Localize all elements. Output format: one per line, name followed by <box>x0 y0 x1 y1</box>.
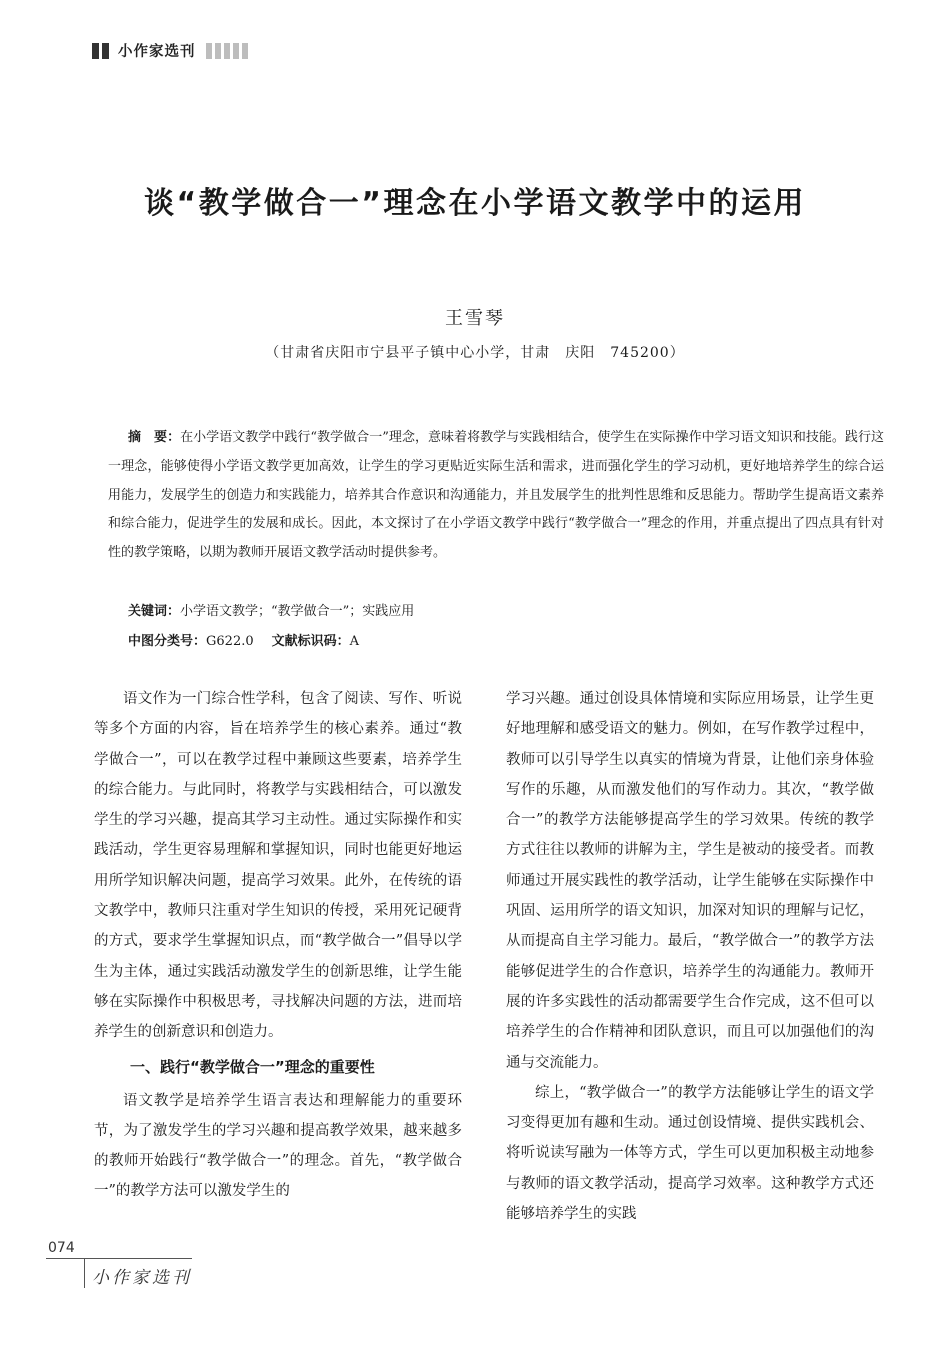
body-paragraph: 综上，“教学做合一”的教学方法能够让学生的语文学习变得更加有趣和生动。通过创设情境、提供实践机会、将听说读写融为一体等方式，学生可以更加积极主动地参与教师的语文教学活动，提高学习效率。这种教学方式还能够培养学生的实践 <box>506 1084 874 1223</box>
journal-logo: 小作家选刊 <box>92 1268 192 1288</box>
journal-name: 小作家选刊 <box>118 44 196 60</box>
header-bar-light-icon <box>206 43 212 59</box>
body-paragraph: 学习兴趣。通过创设具体情境和实际应用场景，让学生更好地理解和感受语文的魅力。例如，在写作教学过程中，教师可以引导学生以真实的情境为背景，让他们亲身体验写作的乐趣，从而激发他们的写作动力。其次，“教学做合一”的教学方法能够提高学生的学习效果。传统的教学方式往往以教师的讲解为主，学生是被动的接受者。而教师通过开展实践性的教学活动，让学生能够在实际操作中巩固、运用所学的语文知识，加深对知识的理解与记忆，从而提高自主学习能力。最后，“教学做合一”的教学方法能够促进学生的合作意识，培养学生的沟通能力。教师开展的许多实践性的活动都需要学生合作完成，这不但可以培养学生的合作精神和团队意识，而且可以加强他们的沟通与交流能力。 <box>506 691 874 1071</box>
section-heading: 一、践行“教学做合一”理念的重要性 <box>130 1057 375 1076</box>
left-column <box>94 684 462 1207</box>
header-bar-light-icon <box>233 43 239 59</box>
right-column <box>506 684 874 1229</box>
header-bar-light-icon <box>224 43 230 59</box>
running-header <box>92 40 251 61</box>
abstract-text: 在小学语文教学中践行“教学做合一”理念，意味着将教学与实践相结合，使学生在实际操作中学习语文知识和技能。践行这一理念，能够使得小学语文教学更加高效，让学生的学习更贴近实际生活和需求，进而强化学生的学习动机，更好地培养学生的综合运用能力，发展学生的创造力和实践能力，培养其合作意识和沟通能力，并且发展学生的批判性思维和反思能力。帮助学生提高语文素养和综合能力，促进学生的发展和成长。因此，本文探讨了在小学语文教学中践行“教学做合一”理念的作用，并重点提出了四点具有针对性的教学策略，以期为教师开展语文教学活动时提供参考。 <box>108 430 884 561</box>
header-bar-light-icon <box>242 43 248 59</box>
header-bar-light-icon <box>215 43 221 59</box>
page-number: 074 <box>48 1240 75 1256</box>
footer-rule <box>46 1258 192 1259</box>
author-affiliation: （甘肃省庆阳市宁县平子镇中心小学，甘肃 庆阳 745200） <box>265 345 685 361</box>
clc-value: G622.0 <box>206 634 254 649</box>
clc-label: 中图分类号： <box>128 634 207 649</box>
header-bar-dark-icon <box>92 43 99 59</box>
author-name: 王雪琴 <box>445 308 505 329</box>
body-paragraph: 语文教学是培养学生语言表达和理解能力的重要环节，为了激发学生的学习兴趣和提高教学效果，越来越多的教师开始践行“教学做合一”的理念。首先，“教学做合一”的教学方法可以激发学生的 <box>94 1092 462 1200</box>
classification-line <box>128 630 359 649</box>
footer-vertical-rule <box>84 1258 85 1288</box>
abstract-label: 摘 要： <box>128 430 181 445</box>
article-title: 谈“教学做合一”理念在小学语文教学中的运用 <box>144 186 806 221</box>
doc-code-value: A <box>349 634 360 649</box>
keywords <box>128 600 414 619</box>
doc-code-label: 文献标识码： <box>271 634 350 649</box>
keywords-label: 关键词： <box>128 604 181 619</box>
body-paragraph: 语文作为一门综合性学科，包含了阅读、写作、听说等多个方面的内容，旨在培养学生的核心素养。通过“教学做合一”，可以在教学过程中兼顾这些要素，培养学生的综合能力。与此同时，将教学与实践相结合，可以激发学生的学习兴趣，提高其学习主动性。通过实际操作和实践活动，学生更容易理解和掌握知识，同时也能更好地运用所学知识解决问题，提高学习效果。此外，在传统的语文教学中，教师只注重对学生知识的传授，采用死记硬背的方式，要求学生掌握知识点，而“教学做合一”倡导以学生为主体，通过实践活动激发学生的创新思维，让学生能够在实际操作中积极思考，寻找解决问题的方法，进而培养学生的创新意识和创造力。 <box>94 691 462 1041</box>
abstract <box>108 424 884 568</box>
keywords-text: 小学语文教学；“教学做合一”；实践应用 <box>180 604 415 619</box>
header-bar-dark-icon <box>102 43 109 59</box>
